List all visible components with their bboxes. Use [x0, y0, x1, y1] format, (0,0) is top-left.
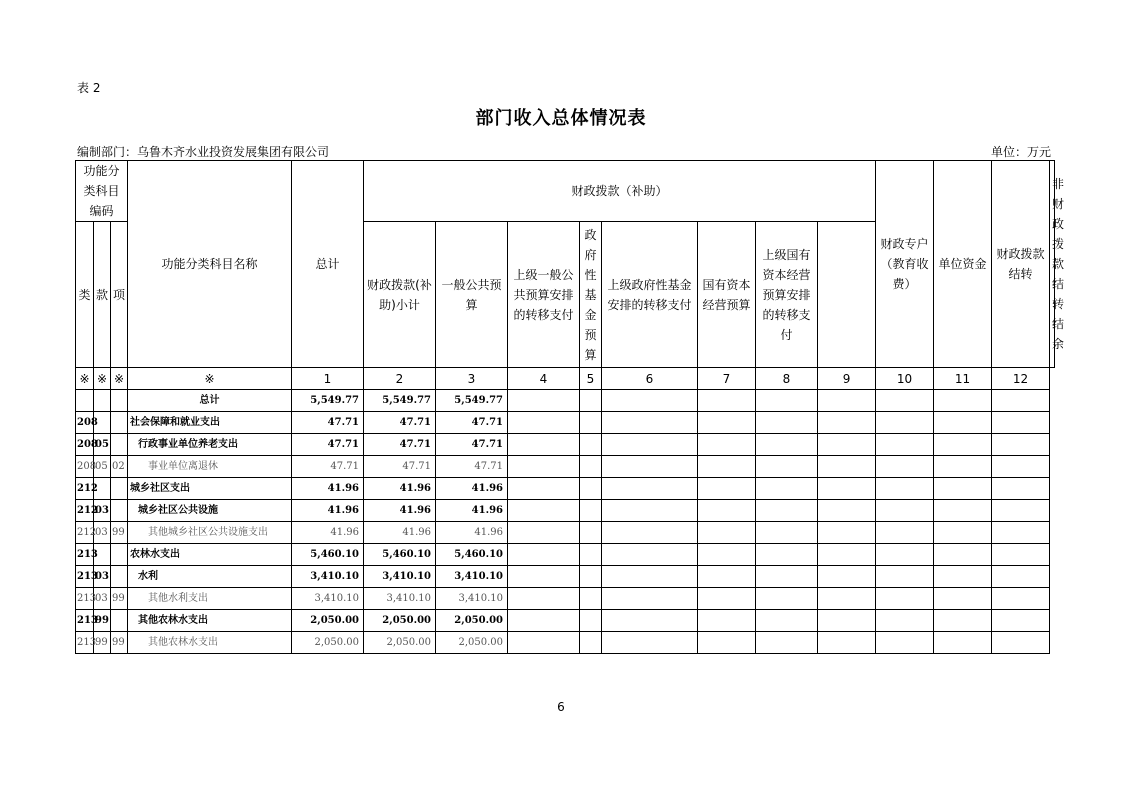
empty-cell: [602, 412, 698, 434]
total-cell: 41.96: [292, 522, 364, 544]
empty-cell: [876, 544, 934, 566]
general-budget-cell: 2,050.00: [436, 610, 508, 632]
empty-cell: [992, 390, 1050, 412]
empty-cell: [818, 478, 876, 500]
header-total: 总计: [292, 161, 364, 368]
empty-cell: [580, 412, 602, 434]
empty-cell: [934, 434, 992, 456]
empty-cell: [756, 434, 818, 456]
empty-cell: [992, 434, 1050, 456]
empty-cell: [580, 522, 602, 544]
empty-cell: [992, 544, 1050, 566]
index-cell: ※: [76, 368, 94, 390]
general-budget-cell: 5,460.10: [436, 544, 508, 566]
total-cell: 47.71: [292, 412, 364, 434]
empty-cell: [602, 566, 698, 588]
fiscal-subtotal-cell: 47.71: [364, 456, 436, 478]
empty-cell: [508, 632, 580, 654]
empty-cell: [992, 412, 1050, 434]
fiscal-subtotal-cell: 2,050.00: [364, 632, 436, 654]
empty-cell: [602, 632, 698, 654]
empty-cell: [698, 390, 756, 412]
fiscal-subtotal-cell: 2,050.00: [364, 610, 436, 632]
empty-cell: [580, 390, 602, 412]
empty-cell: [602, 610, 698, 632]
empty-cell: [508, 522, 580, 544]
empty-cell: [508, 478, 580, 500]
code-xiang-cell: 99: [111, 522, 128, 544]
code-xiang-cell: [111, 566, 128, 588]
empty-cell: [508, 500, 580, 522]
fiscal-subtotal-cell: 47.71: [364, 412, 436, 434]
empty-cell: [934, 566, 992, 588]
code-kuan-cell: 03: [94, 566, 111, 588]
empty-cell: [756, 588, 818, 610]
empty-cell: [698, 456, 756, 478]
index-cell: 10: [876, 368, 934, 390]
empty-cell: [602, 390, 698, 412]
item-name-cell: 行政事业单位养老支出: [128, 434, 292, 456]
index-cell: 2: [364, 368, 436, 390]
empty-cell: [934, 478, 992, 500]
fiscal-subtotal-cell: 5,460.10: [364, 544, 436, 566]
header-fiscal-carryover: 财政拨款结转: [992, 161, 1050, 368]
item-name-cell: 城乡社区支出: [128, 478, 292, 500]
general-budget-cell: 41.96: [436, 478, 508, 500]
header-fiscal-special: 财政专户（教育收费）: [876, 161, 934, 368]
general-budget-cell: 3,410.10: [436, 566, 508, 588]
empty-cell: [818, 610, 876, 632]
empty-cell: [602, 522, 698, 544]
empty-cell: [580, 588, 602, 610]
header-fiscal-subtotal: 财政拨款(补助)小计: [364, 222, 436, 368]
header-gov-fund-budget: 政府性基金预算: [580, 222, 602, 368]
item-name-cell: 总计: [128, 390, 292, 412]
empty-cell: [934, 390, 992, 412]
empty-cell: [876, 456, 934, 478]
general-budget-cell: 41.96: [436, 522, 508, 544]
empty-cell: [756, 566, 818, 588]
index-cell: 11: [934, 368, 992, 390]
code-kuan-cell: 99: [94, 632, 111, 654]
index-cell: 7: [698, 368, 756, 390]
table-row: [76, 412, 1055, 434]
table-row: [76, 390, 1055, 412]
empty-cell: [698, 588, 756, 610]
empty-cell: [992, 588, 1050, 610]
header-upper-state-capital-transfer: 上级国有资本经营预算安排的转移支付: [756, 222, 818, 368]
empty-cell: [508, 610, 580, 632]
code-lei-cell: 213: [76, 632, 94, 654]
code-lei-cell: 208: [76, 412, 94, 434]
empty-cell: [876, 566, 934, 588]
empty-cell: [992, 456, 1050, 478]
code-xiang-cell: [111, 434, 128, 456]
empty-cell: [934, 522, 992, 544]
index-cell: 8: [756, 368, 818, 390]
index-cell: 1: [292, 368, 364, 390]
table-row: [76, 522, 1055, 544]
general-budget-cell: 47.71: [436, 456, 508, 478]
general-budget-cell: 47.71: [436, 412, 508, 434]
empty-cell: [580, 434, 602, 456]
table-row: [76, 544, 1055, 566]
total-cell: 5,460.10: [292, 544, 364, 566]
index-cell: ※: [111, 368, 128, 390]
empty-cell: [818, 544, 876, 566]
code-xiang-cell: [111, 478, 128, 500]
code-lei-cell: [76, 390, 94, 412]
empty-cell: [992, 566, 1050, 588]
page-number: 6: [557, 700, 565, 714]
header-unit-funds: 单位资金: [934, 161, 992, 368]
header-xiang: 项: [111, 222, 128, 368]
code-kuan-cell: 99: [94, 610, 111, 632]
total-cell: 47.71: [292, 434, 364, 456]
total-cell: 47.71: [292, 456, 364, 478]
empty-cell: [876, 610, 934, 632]
empty-cell: [934, 632, 992, 654]
empty-cell: [508, 588, 580, 610]
item-name-cell: 其他农林水支出: [128, 632, 292, 654]
index-row: [76, 368, 1055, 390]
income-table: [75, 160, 1065, 654]
code-xiang-cell: 99: [111, 632, 128, 654]
total-cell: 41.96: [292, 500, 364, 522]
unit-label: 单位：万元: [990, 145, 1051, 159]
item-name-cell: 水利: [128, 566, 292, 588]
empty-cell: [580, 544, 602, 566]
code-lei-cell: 212: [76, 522, 94, 544]
empty-cell: [580, 478, 602, 500]
empty-cell: [818, 588, 876, 610]
code-xiang-cell: 02: [111, 456, 128, 478]
empty-cell: [756, 610, 818, 632]
code-kuan-cell: 03: [94, 588, 111, 610]
fiscal-subtotal-cell: 5,549.77: [364, 390, 436, 412]
empty-cell: [876, 522, 934, 544]
item-name-cell: 事业单位离退休: [128, 456, 292, 478]
code-xiang-cell: [111, 544, 128, 566]
empty-cell: [876, 412, 934, 434]
empty-cell: [818, 632, 876, 654]
empty-cell: [756, 412, 818, 434]
empty-cell: [992, 522, 1050, 544]
empty-cell: [818, 566, 876, 588]
empty-cell: [698, 544, 756, 566]
item-name-cell: 其他城乡社区公共设施支出: [128, 522, 292, 544]
empty-cell: [508, 412, 580, 434]
empty-cell: [934, 588, 992, 610]
empty-cell: [992, 632, 1050, 654]
total-cell: 2,050.00: [292, 632, 364, 654]
fiscal-subtotal-cell: 41.96: [364, 522, 436, 544]
code-xiang-cell: [111, 610, 128, 632]
code-lei-cell: 213: [76, 588, 94, 610]
empty-cell: [992, 500, 1050, 522]
empty-cell: [818, 412, 876, 434]
index-cell: 4: [508, 368, 580, 390]
page-title: 部门收入总体情况表: [475, 108, 647, 129]
empty-cell: [580, 632, 602, 654]
empty-cell: [602, 434, 698, 456]
empty-cell: [876, 632, 934, 654]
empty-cell: [876, 390, 934, 412]
fiscal-subtotal-cell: 3,410.10: [364, 588, 436, 610]
total-cell: 2,050.00: [292, 610, 364, 632]
table-row: [76, 434, 1055, 456]
code-lei-cell: 213: [76, 544, 94, 566]
code-kuan-cell: 05: [94, 434, 111, 456]
code-kuan-cell: [94, 390, 111, 412]
header-name: 功能分类科目名称: [128, 161, 292, 368]
header-state-capital-budget: 国有资本经营预算: [698, 222, 756, 368]
empty-cell: [934, 610, 992, 632]
code-xiang-cell: [111, 412, 128, 434]
code-lei-cell: 208: [76, 456, 94, 478]
item-name-cell: 其他水利支出: [128, 588, 292, 610]
item-name-cell: 其他农林水支出: [128, 610, 292, 632]
department-label: 编制部门：乌鲁木齐水业投资发展集团有限公司: [77, 145, 330, 159]
empty-cell: [756, 390, 818, 412]
code-xiang-cell: [111, 500, 128, 522]
empty-cell: [580, 566, 602, 588]
fiscal-subtotal-cell: 41.96: [364, 478, 436, 500]
code-kuan-cell: 05: [94, 456, 111, 478]
fiscal-subtotal-cell: 47.71: [364, 434, 436, 456]
code-kuan-cell: 03: [94, 522, 111, 544]
code-lei-cell: 212: [76, 500, 94, 522]
item-name-cell: 农林水支出: [128, 544, 292, 566]
general-budget-cell: 5,549.77: [436, 390, 508, 412]
header-upper-general-transfer: 上级一般公共预算安排的转移支付: [508, 222, 580, 368]
table-number: 表 2: [77, 81, 101, 95]
general-budget-cell: 2,050.00: [436, 632, 508, 654]
header-fiscal-group: 财政拨款（补助）: [364, 161, 876, 222]
empty-cell: [580, 456, 602, 478]
empty-cell: [602, 456, 698, 478]
total-cell: 41.96: [292, 478, 364, 500]
empty-cell: [508, 390, 580, 412]
general-budget-cell: 47.71: [436, 434, 508, 456]
item-name-cell: 城乡社区公共设施: [128, 500, 292, 522]
code-lei-cell: 213: [76, 610, 94, 632]
fiscal-subtotal-cell: 41.96: [364, 500, 436, 522]
index-cell: ※: [94, 368, 111, 390]
table-row: [76, 456, 1055, 478]
item-name-cell: 社会保障和就业支出: [128, 412, 292, 434]
header-kuan: 款: [94, 222, 111, 368]
code-lei-cell: 208: [76, 434, 94, 456]
empty-cell: [992, 478, 1050, 500]
total-cell: 3,410.10: [292, 566, 364, 588]
empty-cell: [876, 434, 934, 456]
empty-cell: [756, 456, 818, 478]
empty-cell: [602, 500, 698, 522]
general-budget-cell: 3,410.10: [436, 588, 508, 610]
code-xiang-cell: 99: [111, 588, 128, 610]
index-cell: ※: [128, 368, 292, 390]
code-xiang-cell: [111, 390, 128, 412]
total-cell: 3,410.10: [292, 588, 364, 610]
code-lei-cell: 212: [76, 478, 94, 500]
index-cell: 3: [436, 368, 508, 390]
empty-cell: [580, 610, 602, 632]
empty-cell: [508, 544, 580, 566]
header-code-group: 功能分类科目编码: [76, 161, 128, 222]
empty-cell: [698, 500, 756, 522]
empty-cell: [934, 544, 992, 566]
empty-cell: [698, 522, 756, 544]
header-non-fiscal-carryover: 非财政拨款结转结余: [1050, 161, 1055, 368]
code-kuan-cell: 03: [94, 500, 111, 522]
empty-cell: [698, 610, 756, 632]
empty-cell: [698, 632, 756, 654]
empty-cell: [992, 610, 1050, 632]
table-row: [76, 500, 1055, 522]
empty-cell: [508, 456, 580, 478]
index-cell: 9: [818, 368, 876, 390]
table-row: [76, 610, 1055, 632]
empty-cell: [508, 566, 580, 588]
header-general-budget: 一般公共预算: [436, 222, 508, 368]
empty-cell: [756, 632, 818, 654]
empty-cell: [934, 456, 992, 478]
empty-cell: [818, 500, 876, 522]
empty-cell: [818, 434, 876, 456]
empty-cell: [756, 500, 818, 522]
empty-cell: [756, 544, 818, 566]
empty-cell: [934, 412, 992, 434]
empty-cell: [602, 588, 698, 610]
index-cell: 5: [580, 368, 602, 390]
empty-cell: [698, 478, 756, 500]
header-upper-gov-fund-transfer: 上级政府性基金安排的转移支付: [602, 222, 698, 368]
general-budget-cell: 41.96: [436, 500, 508, 522]
empty-cell: [818, 390, 876, 412]
table-row: [76, 588, 1055, 610]
empty-cell: [698, 566, 756, 588]
code-lei-cell: 213: [76, 566, 94, 588]
index-cell: 6: [602, 368, 698, 390]
empty-cell: [876, 500, 934, 522]
header-lei: 类: [76, 222, 94, 368]
empty-cell: [756, 522, 818, 544]
table-row: [76, 632, 1055, 654]
fiscal-subtotal-cell: 3,410.10: [364, 566, 436, 588]
empty-cell: [818, 456, 876, 478]
empty-cell: [698, 434, 756, 456]
empty-cell: [698, 412, 756, 434]
empty-cell: [876, 588, 934, 610]
empty-cell: [508, 434, 580, 456]
empty-cell: [934, 500, 992, 522]
empty-cell: [876, 478, 934, 500]
empty-cell: [756, 478, 818, 500]
index-cell: 12: [992, 368, 1050, 390]
total-cell: 5,549.77: [292, 390, 364, 412]
empty-cell: [602, 478, 698, 500]
empty-cell: [602, 544, 698, 566]
empty-cell: [580, 500, 602, 522]
empty-cell: [818, 522, 876, 544]
table-row: [76, 478, 1055, 500]
table-row: [76, 566, 1055, 588]
